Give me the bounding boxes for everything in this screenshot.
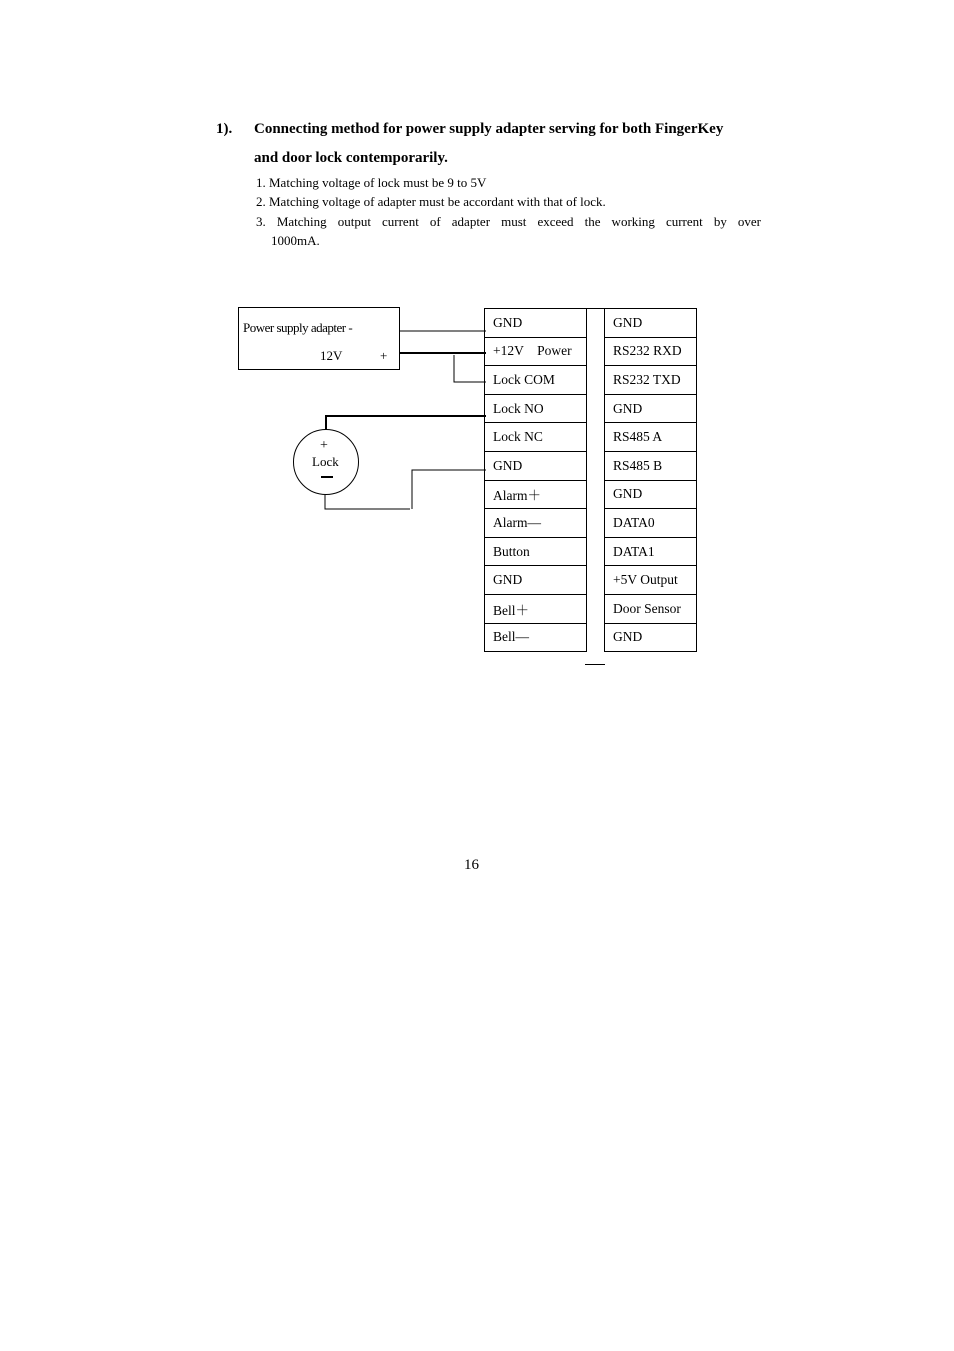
adapter-label: Power supply adapter -: [243, 320, 353, 335]
terminal-right-2: RS232 RXD: [605, 337, 697, 366]
terminal-left-2: +12V Power: [485, 337, 587, 366]
requirement-2: 2. Matching voltage of adapter must be accordant with that of lock.: [256, 194, 606, 209]
requirement-3: 3. Matching output current of adapter must exceed the working current by over: [256, 214, 761, 229]
terminal-right-3: RS232 TXD: [605, 366, 697, 395]
terminal-block-left: [484, 308, 587, 652]
adapter-plus-terminal: +: [380, 348, 388, 363]
terminal-block-right: [604, 308, 697, 652]
terminal-left-7: Alarm＋: [485, 480, 587, 509]
section-title-line2: and door lock contemporarily.: [254, 150, 448, 166]
terminal-right-4: GND: [605, 394, 697, 423]
terminal-left-11: Bell＋: [485, 594, 587, 623]
terminal-left-3: Lock COM: [485, 366, 587, 395]
terminal-right-6: RS485 B: [605, 451, 697, 480]
section-title-line1: Connecting method for power supply adapter serving for both FingerKey: [254, 121, 724, 137]
terminal-left-4: Lock NO: [485, 394, 587, 423]
requirement-1: 1. Matching voltage of lock must be 9 to 5V: [256, 175, 487, 190]
terminal-right-8: DATA0: [605, 509, 697, 538]
terminal-right-1: GND: [605, 309, 697, 338]
wire-lockno-lockplus: [326, 416, 486, 429]
terminal-left-6: GND: [485, 451, 587, 480]
wire-gnd-lockminus: [412, 470, 486, 509]
terminal-right-12: GND: [605, 623, 697, 652]
terminal-right-9: DATA1: [605, 537, 697, 566]
terminal-right-7: GND: [605, 480, 697, 509]
wire-jumper-12v-lockcom: [454, 355, 486, 382]
lock-plus-sign: +: [320, 438, 328, 453]
requirement-3-continued: 1000mA.: [271, 233, 320, 248]
adapter-voltage: 12V: [320, 348, 343, 363]
terminal-left-8: Alarm—: [485, 509, 587, 538]
lock-label: Lock: [312, 454, 339, 469]
section-number: 1).: [216, 121, 233, 137]
terminal-left-9: Button: [485, 537, 587, 566]
terminal-right-10: +5V Output: [605, 566, 697, 595]
terminal-right-5: RS485 A: [605, 423, 697, 452]
terminal-left-1: GND: [485, 309, 587, 338]
wire-lockminus-bottom: [325, 495, 410, 509]
terminal-block-separator: [585, 308, 605, 665]
terminal-left-12: Bell—: [485, 623, 587, 652]
terminal-left-5: Lock NC: [485, 423, 587, 452]
terminal-left-10: GND: [485, 566, 587, 595]
terminal-right-11: Door Sensor: [605, 594, 697, 623]
page-number: 16: [464, 857, 479, 873]
